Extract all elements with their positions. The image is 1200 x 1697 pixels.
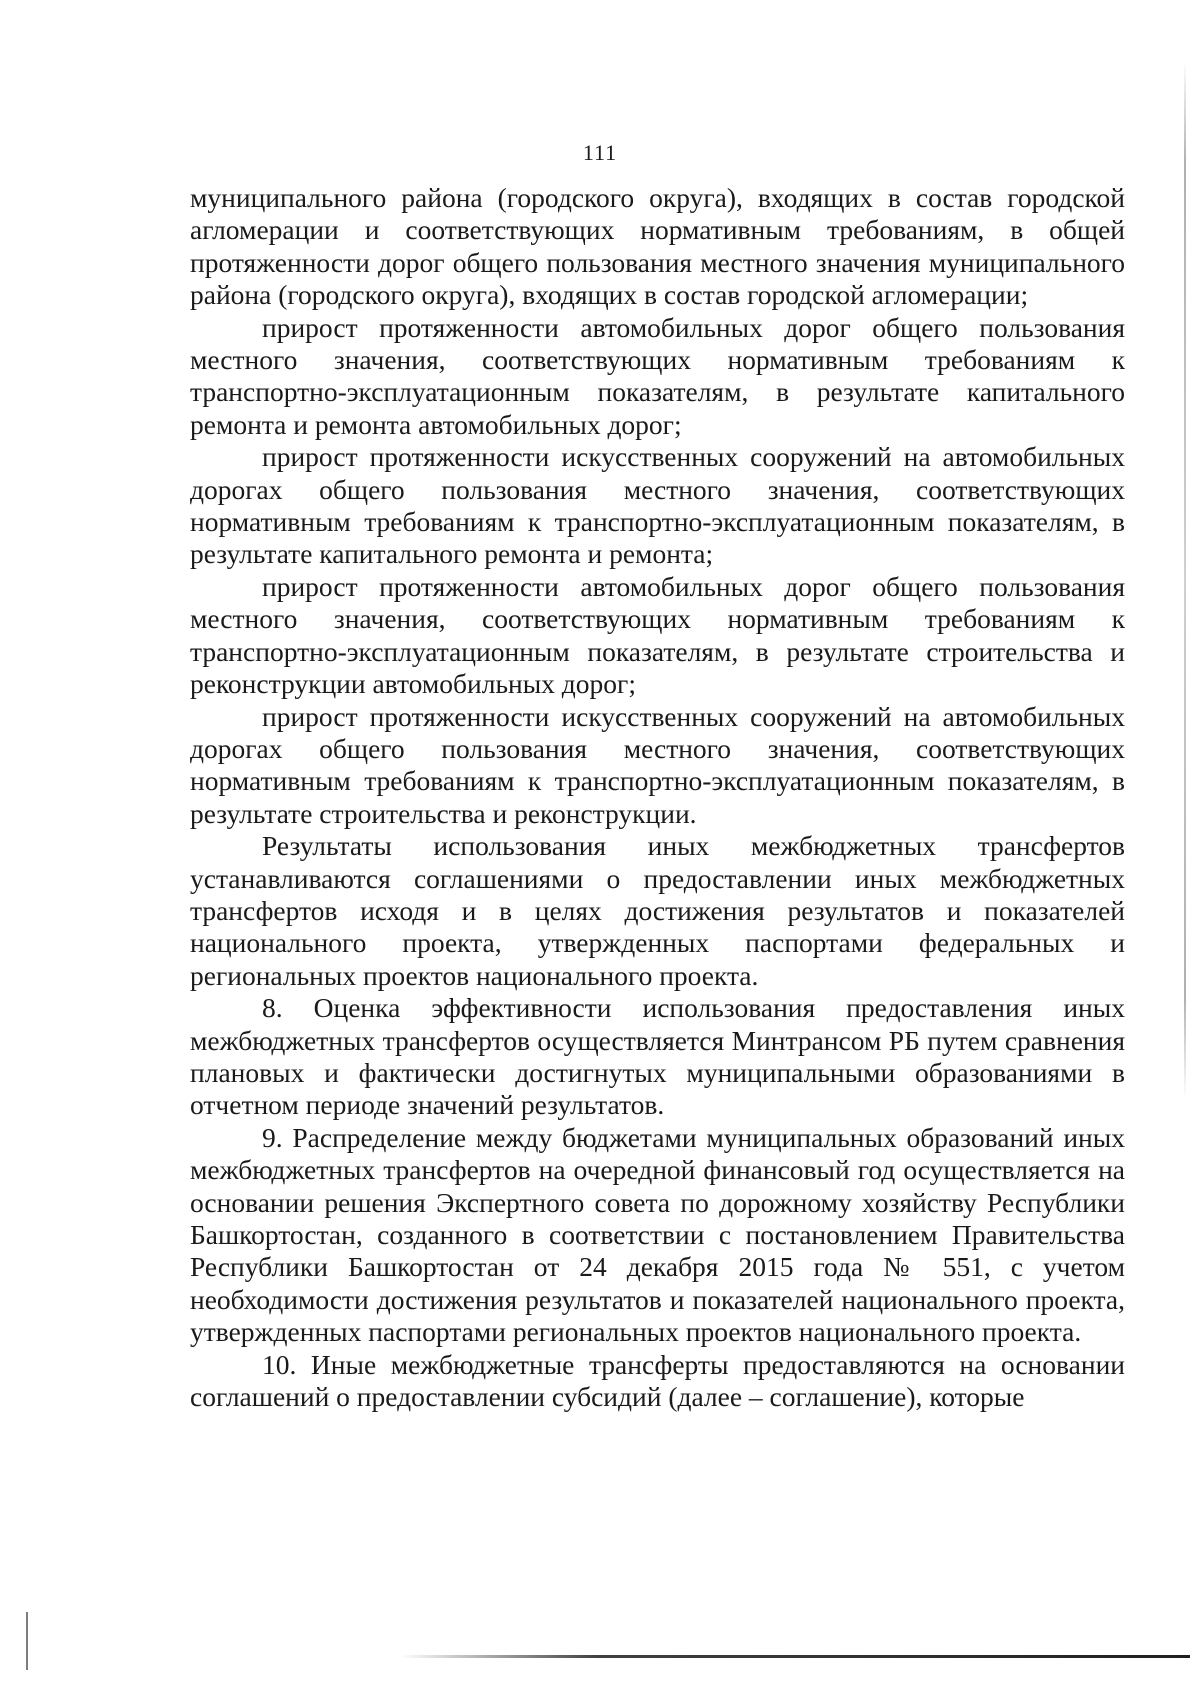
paragraph: муниципального района (городского округа), входящих в состав городской агломерации и соответствующих нормативным требованиям, в общей протяженности дорог общего пользования местного значения муниципального района (городского округа), входящих в состав городской агломерации;: [190, 182, 1125, 311]
paragraph: 8. Оценка эффективности использования предоставления иных межбюджетных трансфертов осуществляется Минтрансом РБ путем сравнения плановых и фактически достигнутых муниципальными образованиями в отчетном периоде значений результатов.: [190, 992, 1125, 1121]
paragraph: 10. Иные межбюджетные трансферты предоставляются на основании соглашений о предоставлении субсидий (далее – соглашение), которые: [190, 1348, 1125, 1413]
scan-edge-line-bottom: [400, 1655, 1190, 1658]
paragraph: Результаты использования иных межбюджетных трансфертов устанавливаются соглашениями о предоставлении иных межбюджетных трансфертов исходя и в целях достижения результатов и показателей национального проекта, утвержденных паспортами федеральных и региональных проектов национального проекта.: [190, 830, 1125, 991]
scan-edge-line-left: [26, 1612, 28, 1670]
paragraph: прирост протяженности автомобильных дорог общего пользования местного значения, соответствующих нормативным требованиям к транспортно-эксплуатационным показателям, в результате капитального ремонта и ремонта автомобильных дорог;: [190, 311, 1125, 440]
scan-edge-line-right: [1184, 60, 1186, 1100]
paragraph: прирост протяженности искусственных сооружений на автомобильных дорогах общего пользования местного значения, соответствующих нормативным требованиям к транспортно-эксплуатационным показателям, в результате капитального ремонта и ремонта;: [190, 441, 1125, 570]
paragraph: прирост протяженности автомобильных дорог общего пользования местного значения, соответствующих нормативным требованиям к транспортно-эксплуатационным показателям, в результате строительства и реконструкции автомобильных дорог;: [190, 570, 1125, 700]
paragraph: 9. Распределение между бюджетами муниципальных образований иных межбюджетных трансфертов на очередной финансовый год осуществляется на основании решения Экспертного совета по дорожному хозяйству Республики Башкортостан, созданного в соответствии с постановлением Правительства Республики Башкортостан от 24 декабря 2015 года № 551, с учетом необходимости достижения результатов и показателей национального проекта, утвержденных паспортами региональных проектов национального проекта.: [190, 1121, 1125, 1348]
document-body: [190, 182, 1125, 1413]
paragraph: прирост протяженности искусственных сооружений на автомобильных дорогах общего пользования местного значения, соответствующих нормативным требованиям к транспортно-эксплуатационным показателям, в результате строительства и реконструкции.: [190, 700, 1125, 829]
page-number: 111: [582, 140, 618, 165]
